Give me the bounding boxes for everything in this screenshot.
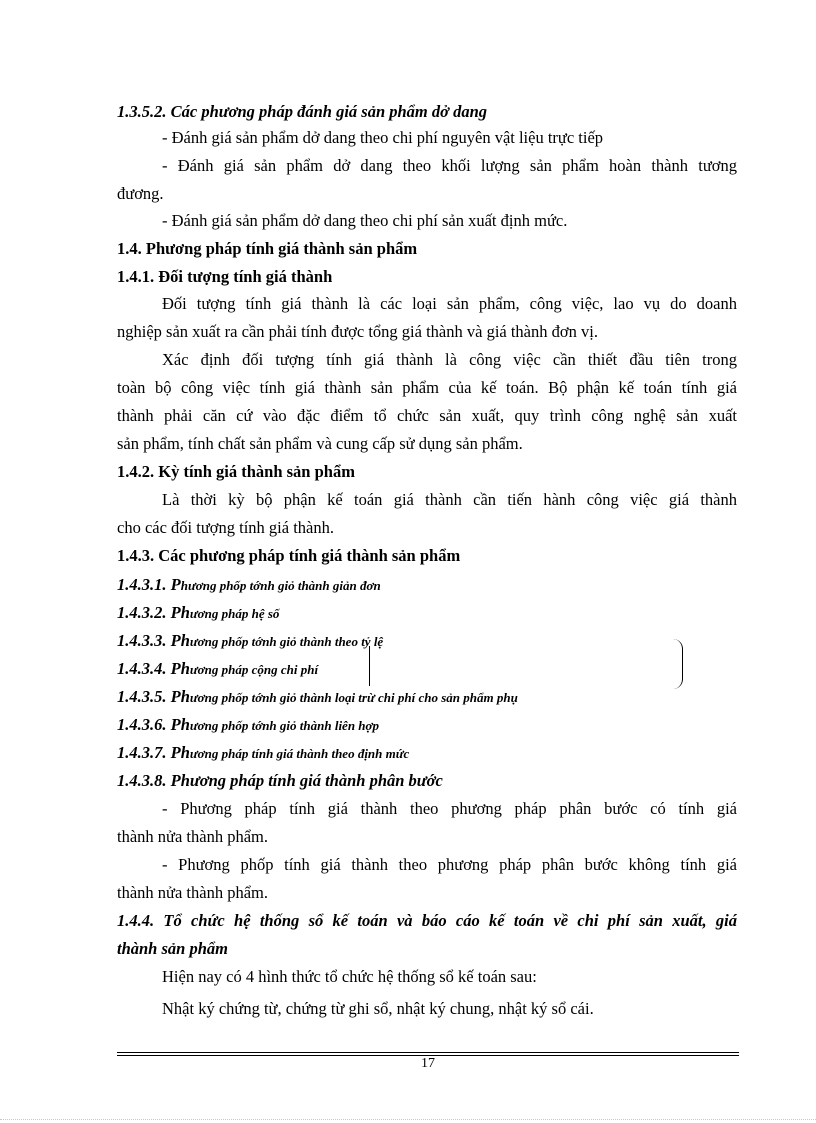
method-item-number: 1.4.3.2. Ph	[117, 603, 190, 622]
paragraph-line: - Phương phốp tính giá thành theo phương pháp phân bước không tính giá	[162, 855, 737, 874]
paragraph-line: thành nửa thành phẩm.	[117, 883, 268, 902]
paragraph-line: Đối tượng tính giá thành là các loại sản phẩm, công việc, lao vụ do doanh	[162, 294, 737, 313]
footer-rule	[117, 1052, 739, 1053]
method-item-number: 1.4.3.6. Ph	[117, 715, 190, 734]
bracket-right-shape	[672, 639, 683, 689]
paragraph-line: sản phẩm, tính chất sản phẩm và cung cấp sử dụng sản phẩm.	[117, 434, 523, 453]
method-item	[117, 714, 737, 737]
paragraph-line: - Đánh giá sản phẩm dở dang theo khối lượng sản phẩm hoàn thành tương	[162, 156, 737, 175]
method-item	[117, 630, 737, 653]
paragraph-line: Xác định đối tượng tính giá thành là công việc cần thiết đầu tiên trong	[162, 350, 737, 369]
heading-1-4-2: 1.4.2. Kỳ tính giá thành sản phẩm	[117, 462, 355, 481]
method-item-title: ương pháp tính giá thành theo định mức	[189, 746, 410, 761]
heading-1-4-3: 1.4.3. Các phương pháp tính giá thành sản phẩm	[117, 546, 461, 565]
method-item	[117, 686, 737, 709]
method-item-title: hương phốp tớnh giỏ thành giản đơn	[180, 578, 381, 593]
paragraph-line: Hiện nay có 4 hình thức tổ chức hệ thống sổ kế toán sau:	[162, 967, 537, 986]
method-item-number: 1.4.3.5. Ph	[117, 687, 190, 706]
method-item	[117, 742, 737, 765]
method-item	[117, 574, 737, 597]
method-item-title: ương pháp hệ số	[189, 606, 280, 621]
heading-1-4-4: 1.4.4. Tổ chức hệ thống sổ kế toán và báo cáo kế toán về chi phí sản xuất, giá	[117, 911, 737, 930]
method-item-title: ương pháp cộng chi phí	[189, 662, 319, 677]
paragraph-line: - Phương pháp tính giá thành theo phương pháp phân bước có tính giá	[162, 799, 737, 818]
page-number: 17	[421, 1056, 435, 1071]
method-item-number: 1.4.3.4. Ph	[117, 659, 190, 678]
method-item-title: ương phốp tớnh giỏ thành liên hợp	[189, 718, 380, 733]
paragraph-line: Nhật ký chứng từ, chứng từ ghi sổ, nhật ký chung, nhật ký sổ cái.	[162, 999, 594, 1018]
paragraph-line: Là thời kỳ bộ phận kế toán giá thành cần tiến hành công việc giá thành	[162, 490, 737, 509]
heading-1-3-5-2: 1.3.5.2. Các phương pháp đánh giá sản phẩm dở dang	[117, 102, 488, 121]
method-item	[117, 602, 737, 625]
method-item-title: ương phốp tớnh giỏ thành loại trừ chi phí cho sản phẩm phụ	[189, 690, 518, 705]
paragraph-line: cho các đối tượng tính giá thành.	[117, 518, 334, 537]
heading-1-4-4-cont: thành sản phẩm	[117, 939, 228, 958]
paragraph-line: đương.	[117, 184, 164, 203]
method-item-number: 1.4.3.1. P	[117, 575, 181, 594]
page-bottom-divider	[0, 1119, 816, 1120]
paragraph-line: nghiệp sản xuất ra cần phải tính được tổng giá thành và giá thành đơn vị.	[117, 322, 598, 341]
bracket-left-shape	[369, 646, 376, 686]
heading-1-4-1: 1.4.1. Đối tượng tính giá thành	[117, 267, 333, 286]
heading-1-4-3-8: 1.4.3.8. Phương pháp tính giá thành phân bước	[117, 771, 443, 790]
paragraph-line: thành phải căn cứ vào đặc điểm tổ chức sản xuất, quy trình công nghệ sản xuất	[117, 406, 737, 425]
method-item-number: 1.4.3.7. Ph	[117, 743, 190, 762]
paragraph-line: thành nửa thành phẩm.	[117, 827, 268, 846]
heading-1-4: 1.4. Phương pháp tính giá thành sản phẩm	[117, 239, 418, 258]
paragraph-line: toàn bộ công việc tính giá thành sản phẩm của kế toán. Bộ phận kế toán tính giá	[117, 378, 737, 397]
paragraph-line: - Đánh giá sản phẩm dở dang theo chi phí nguyên vật liệu trực tiếp	[162, 128, 604, 147]
paragraph-line: - Đánh giá sản phẩm dở dang theo chi phí sản xuất định mức.	[162, 211, 568, 230]
method-item	[117, 658, 737, 681]
method-item-number: 1.4.3.3. Ph	[117, 631, 190, 650]
method-item-title: ương phốp tớnh giỏ thành theo tỷ lệ	[189, 634, 384, 649]
